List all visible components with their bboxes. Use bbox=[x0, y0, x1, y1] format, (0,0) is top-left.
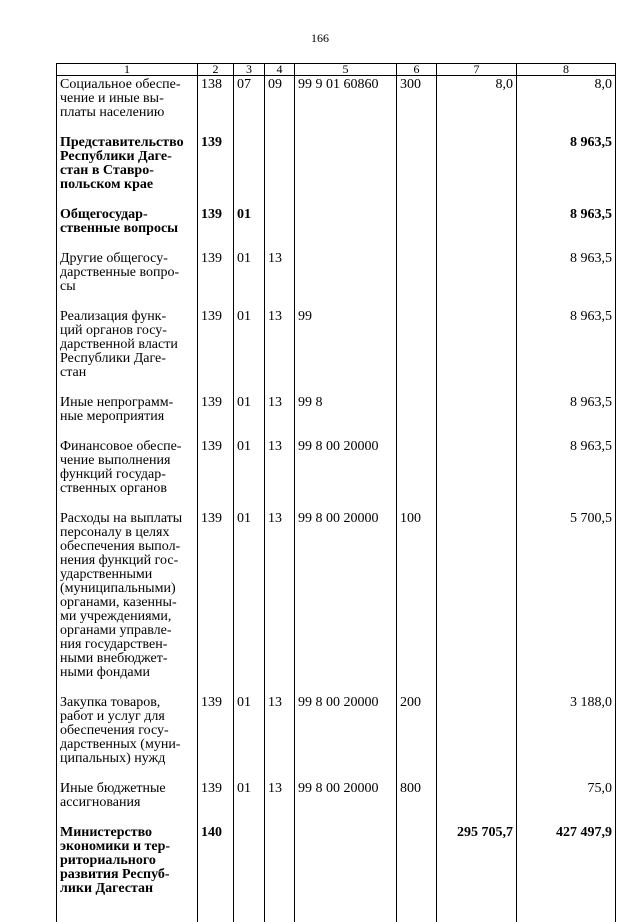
row-name-cell: Социальное обеспе- чение и иные вы- платы населению bbox=[57, 76, 198, 135]
row-name-cell: Министерство экономики и тер- риториального развития Респуб- лики Дагестан bbox=[57, 824, 198, 922]
chapter-code-cell: 01 bbox=[234, 780, 265, 824]
row-name-cell: Закупка товаров, работ и услуг для обеспечения госу- дарственных (муни- ципальных) нужд bbox=[57, 694, 198, 780]
expense-type-cell: 200 bbox=[397, 694, 437, 780]
amount-col7-cell bbox=[437, 134, 517, 206]
expense-type-cell bbox=[397, 438, 437, 510]
section-code-cell: 139 bbox=[198, 134, 234, 206]
subsection-code-cell: 13 bbox=[265, 250, 295, 308]
row-name-cell: Расходы на выплаты персоналу в целях обеспечения выпол- нения функций гос- ударственными (муниципальными) органами, казенны- ми учреждениями, органами управле- ния государствен- ными внебюджет- ными фондами bbox=[57, 510, 198, 694]
chapter-code-cell bbox=[234, 824, 265, 922]
subsection-code-cell: 13 bbox=[265, 308, 295, 394]
subsection-code-cell: 13 bbox=[265, 510, 295, 694]
section-code-cell: 139 bbox=[198, 694, 234, 780]
amount-col8-cell: 75,0 bbox=[517, 780, 616, 824]
header-cell: 6 bbox=[397, 64, 437, 76]
amount-col7-cell bbox=[437, 694, 517, 780]
subsection-code-cell bbox=[265, 824, 295, 922]
section-code-cell: 139 bbox=[198, 780, 234, 824]
amount-col8-cell: 8,0 bbox=[517, 76, 616, 135]
amount-col8-cell: 8 963,5 bbox=[517, 206, 616, 250]
target-article-cell: 99 8 00 20000 bbox=[295, 510, 397, 694]
subsection-code-cell: 13 bbox=[265, 780, 295, 824]
target-article-cell: 99 8 bbox=[295, 394, 397, 438]
subsection-code-cell: 13 bbox=[265, 438, 295, 510]
header-cell: 4 bbox=[265, 64, 295, 76]
chapter-code-cell: 01 bbox=[234, 394, 265, 438]
expense-type-cell: 100 bbox=[397, 510, 437, 694]
table-row bbox=[57, 438, 616, 510]
section-code-cell: 139 bbox=[198, 250, 234, 308]
subsection-code-cell bbox=[265, 206, 295, 250]
target-article-cell bbox=[295, 206, 397, 250]
table-body bbox=[57, 76, 616, 922]
amount-col8-cell: 8 963,5 bbox=[517, 308, 616, 394]
section-code-cell: 139 bbox=[198, 394, 234, 438]
row-name-cell: Иные непрограмм- ные мероприятия bbox=[57, 394, 198, 438]
amount-col7-cell bbox=[437, 394, 517, 438]
expense-type-cell bbox=[397, 394, 437, 438]
section-code-cell: 138 bbox=[198, 76, 234, 135]
table-row bbox=[57, 780, 616, 824]
subsection-code-cell: 09 bbox=[265, 76, 295, 135]
budget-table bbox=[56, 63, 616, 922]
amount-col7-cell bbox=[437, 206, 517, 250]
expense-type-cell bbox=[397, 824, 437, 922]
amount-col8-cell: 3 188,0 bbox=[517, 694, 616, 780]
expense-type-cell bbox=[397, 206, 437, 250]
row-name-cell: Иные бюджетные ассигнования bbox=[57, 780, 198, 824]
section-code-cell: 140 bbox=[198, 824, 234, 922]
amount-col8-cell: 5 700,5 bbox=[517, 510, 616, 694]
header-cell: 3 bbox=[234, 64, 265, 76]
chapter-code-cell bbox=[234, 134, 265, 206]
expense-type-cell bbox=[397, 134, 437, 206]
section-code-cell: 139 bbox=[198, 438, 234, 510]
table-row bbox=[57, 206, 616, 250]
row-name-cell: Общегосудар- ственные вопросы bbox=[57, 206, 198, 250]
chapter-code-cell: 01 bbox=[234, 694, 265, 780]
page-number: 166 bbox=[0, 31, 640, 46]
chapter-code-cell: 01 bbox=[234, 438, 265, 510]
amount-col7-cell bbox=[437, 510, 517, 694]
table-row bbox=[57, 250, 616, 308]
amount-col7-cell bbox=[437, 250, 517, 308]
target-article-cell bbox=[295, 134, 397, 206]
expense-type-cell: 300 bbox=[397, 76, 437, 135]
target-article-cell: 99 bbox=[295, 308, 397, 394]
table-row bbox=[57, 308, 616, 394]
target-article-cell bbox=[295, 250, 397, 308]
target-article-cell: 99 9 01 60860 bbox=[295, 76, 397, 135]
subsection-code-cell bbox=[265, 134, 295, 206]
amount-col7-cell: 8,0 bbox=[437, 76, 517, 135]
chapter-code-cell: 01 bbox=[234, 250, 265, 308]
target-article-cell: 99 8 00 20000 bbox=[295, 438, 397, 510]
section-code-cell: 139 bbox=[198, 308, 234, 394]
amount-col8-cell: 8 963,5 bbox=[517, 134, 616, 206]
amount-col7-cell bbox=[437, 438, 517, 510]
row-name-cell: Реализация функ- ций органов госу- дарственной власти Республики Даге- стан bbox=[57, 308, 198, 394]
header-cell: 8 bbox=[517, 64, 616, 76]
row-name-cell: Представительство Республики Даге- стан в Ставро- польском крае bbox=[57, 134, 198, 206]
amount-col8-cell: 427 497,9 bbox=[517, 824, 616, 922]
target-article-cell bbox=[295, 824, 397, 922]
table-row bbox=[57, 824, 616, 922]
amount-col8-cell: 8 963,5 bbox=[517, 394, 616, 438]
chapter-code-cell: 01 bbox=[234, 510, 265, 694]
row-name-cell: Финансовое обеспе- чение выполнения функций государ- ственных органов bbox=[57, 438, 198, 510]
amount-col8-cell: 8 963,5 bbox=[517, 250, 616, 308]
header-cell: 1 bbox=[57, 64, 198, 76]
chapter-code-cell: 01 bbox=[234, 308, 265, 394]
chapter-code-cell: 01 bbox=[234, 206, 265, 250]
section-code-cell: 139 bbox=[198, 206, 234, 250]
amount-col8-cell: 8 963,5 bbox=[517, 438, 616, 510]
table-row bbox=[57, 510, 616, 694]
table-row bbox=[57, 394, 616, 438]
amount-col7-cell bbox=[437, 308, 517, 394]
expense-type-cell bbox=[397, 250, 437, 308]
table-row bbox=[57, 694, 616, 780]
expense-type-cell: 800 bbox=[397, 780, 437, 824]
header-cell: 7 bbox=[437, 64, 517, 76]
expense-type-cell bbox=[397, 308, 437, 394]
chapter-code-cell: 07 bbox=[234, 76, 265, 135]
subsection-code-cell: 13 bbox=[265, 394, 295, 438]
section-code-cell: 139 bbox=[198, 510, 234, 694]
header-cell: 5 bbox=[295, 64, 397, 76]
subsection-code-cell: 13 bbox=[265, 694, 295, 780]
target-article-cell: 99 8 00 20000 bbox=[295, 780, 397, 824]
table-row bbox=[57, 76, 616, 135]
header-row bbox=[57, 64, 616, 76]
target-article-cell: 99 8 00 20000 bbox=[295, 694, 397, 780]
amount-col7-cell bbox=[437, 780, 517, 824]
header-cell: 2 bbox=[198, 64, 234, 76]
amount-col7-cell: 295 705,7 bbox=[437, 824, 517, 922]
row-name-cell: Другие общегосу- дарственные вопро- сы bbox=[57, 250, 198, 308]
table-row bbox=[57, 134, 616, 206]
